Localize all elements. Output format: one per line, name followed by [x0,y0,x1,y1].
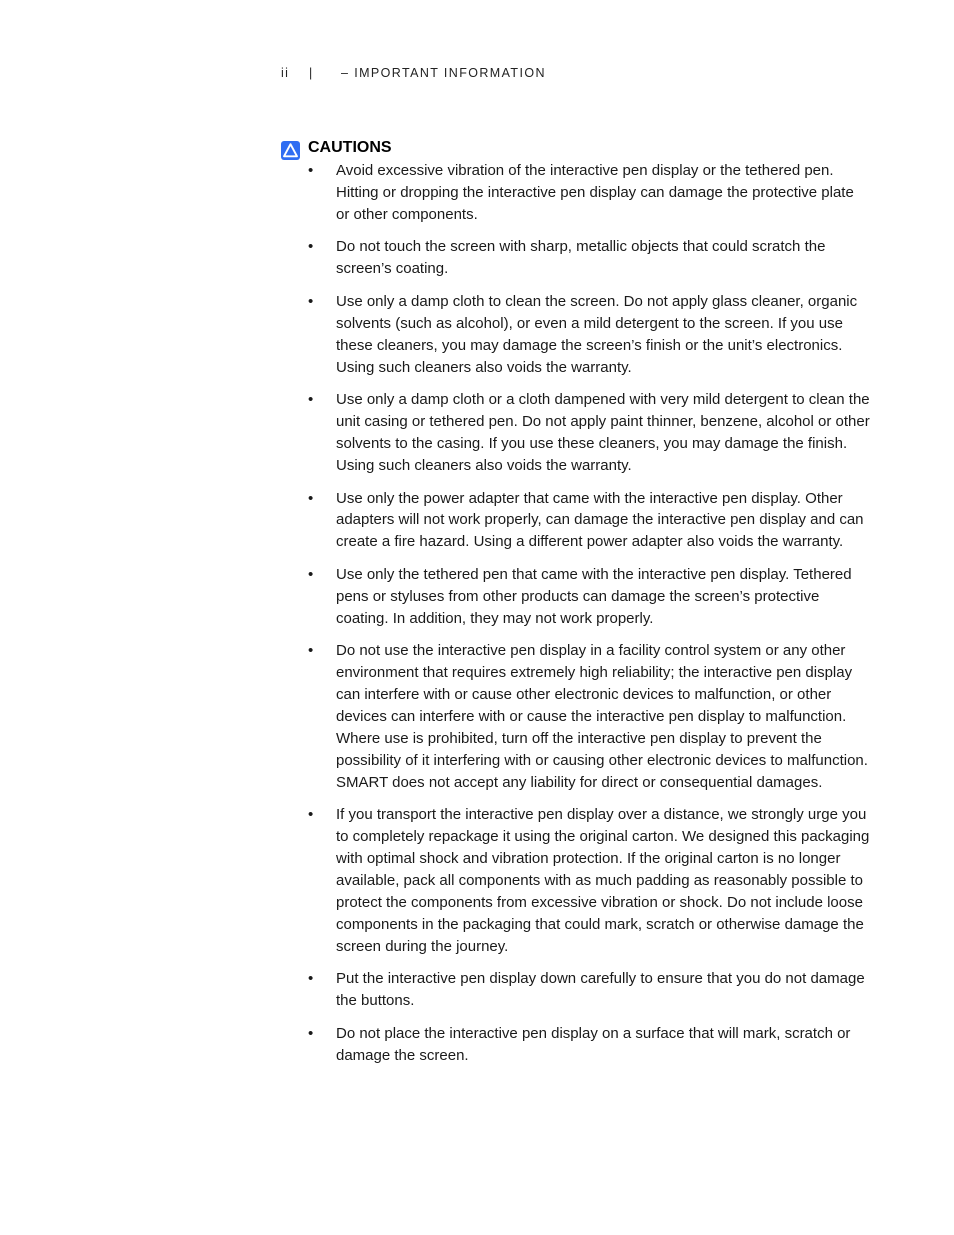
list-item [308,564,871,630]
bullet: • [308,642,314,660]
bullet: • [308,162,314,179]
list-item [308,488,871,554]
list-item-text: Use only a damp cloth or a cloth dampened with very mild detergent to clean the unit casing or tethered pen. Do not apply paint thinner, benzene, alcohol or other solvents to the casing. If you use these cleaners, you may damage the finish. Using such cleaners also voids the warranty. [336,391,870,474]
bullet: • [308,391,314,409]
list-item-text: Put the interactive pen display down carefully to ensure that you do not damage the buttons. [336,970,865,1010]
bullet: • [308,292,314,310]
bullet: • [308,565,314,583]
bullet: • [308,238,314,256]
list-item [308,968,871,1012]
bullet: • [308,970,314,988]
list-item-text: Use only the tethered pen that came with the interactive pen display. Tethered pens or styluses from other products can damage the screen’s protective coating. In addition, they may not work properly. [336,565,852,627]
list-item-text: If you transport the interactive pen display over a distance, we strongly urge you to completely repackage it using the original carton. We designed this packaging with optimal shock and vibration protection. If the original carton is no longer available, pack all components with as much padding as reasonably possible to protect the components from excessive vibration or shock. Do not include loose components in the packaging that could mark, scratch or otherwise damage the screen during the journey. [336,806,870,955]
list-item-text: Use only a damp cloth to clean the screen. Do not apply glass cleaner, organic solvents (such as alcohol), or even a mild detergent to the screen. If you use these cleaners, you may damage the screen’s finish or the unit’s electronics. Using such cleaners also voids the warranty. [336,292,858,376]
list-item [308,291,871,379]
list-item-text: Avoid excessive vibration of the interactive pen display or the tethered pen. Hitting or dropping the interactive pen display can damage the protective plate or other components. [336,162,854,223]
list-item-text: Do not place the interactive pen display on a surface that will mark, scratch or damage the screen. [336,1024,851,1064]
list-item [308,804,871,957]
caution-triangle-icon [281,141,300,160]
list-item-text: Do not touch the screen with sharp, metallic objects that could scratch the screen’s coating. [336,238,826,278]
page-number: ii [281,66,290,80]
list-item [308,1023,871,1067]
bullet: • [308,1024,314,1042]
bullet: • [308,806,314,824]
cautions-heading: CAUTIONS [308,139,392,156]
list-item-text: Do not use the interactive pen display in a facility control system or any other environment that requires extremely high reliability; the interactive pen display can interfere with or cause other electronic devices to malfunction, or other devices can interfere with or cause the interactive pen display to malfunction. Where use is prohibited, turn off the interactive pen display to prevent the possibility of it interfering with or causing other electronic devices to malfunction. SMART does not accept any liability for direct or consequential damages. [336,642,868,791]
header-separator: | [309,66,314,80]
running-header [281,66,546,80]
list-item-text: Use only the power adapter that came with the interactive pen display. Other adapters will not work properly, can damage the interactive pen display and can create a fire hazard. Using a different power adapter also voids the warranty. [336,489,864,551]
list-item [308,236,871,280]
cautions-list [308,160,871,1077]
list-item [308,389,871,477]
bullet: • [308,489,314,507]
list-item [308,160,871,226]
section-title: – IMPORTANT INFORMATION [341,66,546,80]
list-item [308,640,871,793]
